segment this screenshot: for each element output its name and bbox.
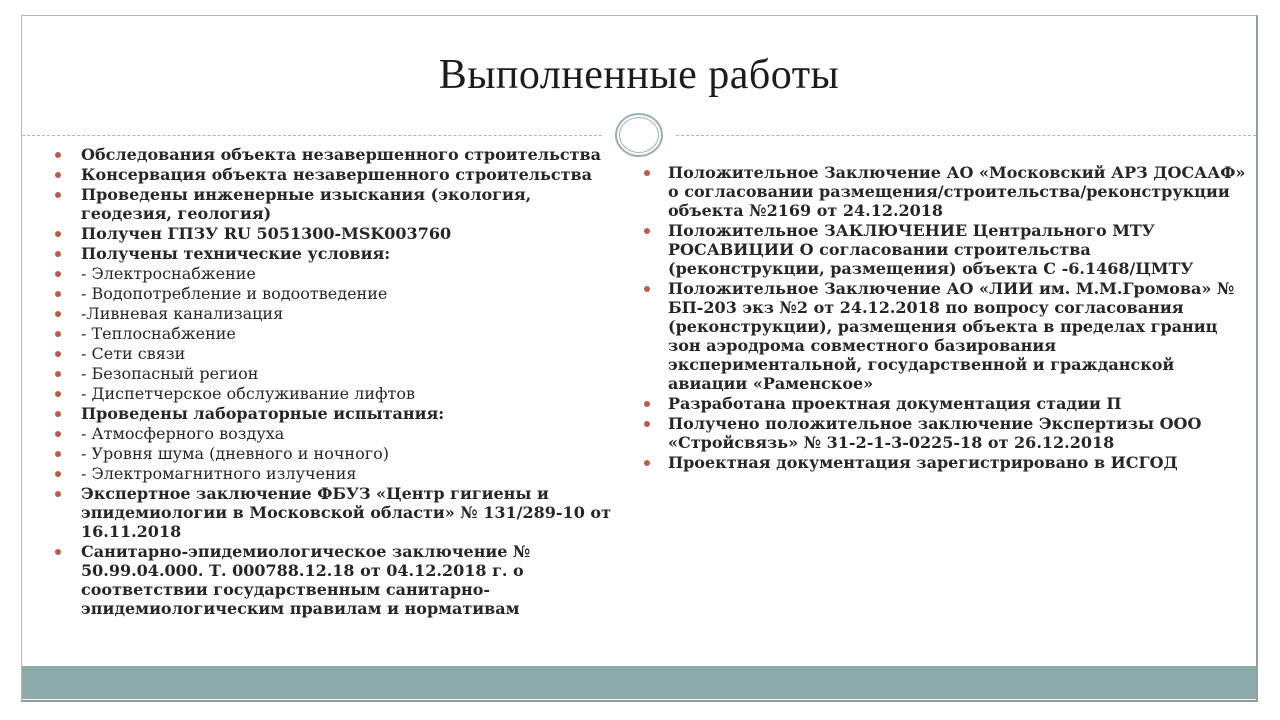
divider-dash-left [22,135,602,136]
bullet-icon [55,192,61,198]
list-item [55,542,627,618]
list-item [55,464,627,483]
list-item-text: - Уровня шума (дневного и ночного) [81,444,389,463]
list-item-text: Разработана проектная документация стадии П [668,394,1122,413]
list-item-text: Получено положительное заключение Экспертизы ООО «Стройсвязь» № 31-2-1-3-0225-18 от 26.12.2018 [668,414,1202,452]
right-column-list [644,163,1246,473]
bullet-icon [644,401,650,407]
bullet-icon [55,491,61,497]
list-item [55,224,627,243]
bullet-icon [55,471,61,477]
list-item [55,324,627,343]
list-item [55,145,627,164]
list-item-text: - Электроснабжение [81,264,256,283]
bullet-icon [55,371,61,377]
list-item [55,344,627,363]
left-column-list [55,145,627,619]
bullet-icon [55,172,61,178]
bullet-icon [55,152,61,158]
list-item [55,404,627,423]
bullet-icon [55,391,61,397]
bullet-icon [644,421,650,427]
list-item [644,394,1246,413]
list-item-text: Санитарно-эпидемиологическое заключение № 50.99.04.000. Т. 000788.12.18 от 04.12.2018 г. о соответствии государственным санитарно-эпидемиологическим правилам и нормативам [81,542,531,618]
list-item [55,364,627,383]
list-item-text: - Безопасный регион [81,364,259,383]
list-item [644,453,1246,472]
list-item-text: Проектная документация зарегистрировано в ИСГОД [668,453,1178,472]
bullet-icon [55,411,61,417]
bullet-icon [55,331,61,337]
list-item-text: -Ливневая канализация [81,304,284,323]
list-item [55,384,627,403]
list-item-text: - Атмосферного воздуха [81,424,285,443]
list-item [55,284,627,303]
bullet-icon [55,231,61,237]
bullet-icon [644,460,650,466]
list-item-text: Экспертное заключение ФБУЗ «Центр гигиены и эпидемиологии в Московской области» № 131/289-10 от 16.11.2018 [81,484,611,541]
list-item [644,221,1246,278]
list-item [644,163,1246,220]
bullet-icon [55,251,61,257]
footer-accent-bar [22,666,1256,699]
list-item [55,165,627,184]
list-item-text: Получен ГПЗУ RU 5051300-MSK003760 [81,224,452,243]
list-item [644,279,1246,393]
list-item [55,264,627,283]
list-item-text: Консервация объекта незавершенного строительства [81,165,593,184]
list-item-text: Получены технические условия: [81,244,391,263]
list-item [55,185,627,223]
list-item [644,414,1246,452]
bullet-icon [644,228,650,234]
list-item-text: Положительное ЗАКЛЮЧЕНИЕ Центрального МТУ РОСАВИЦИИ О согласовании строительства (реконструкции, размещения) объекта С -6.1468/ЦМТУ [668,221,1194,278]
list-item [55,444,627,463]
slide-title: Выполненные работы [438,52,840,98]
list-item [55,424,627,443]
slide-frame [21,15,1258,702]
bullet-icon [55,311,61,317]
list-item [55,304,627,323]
bullet-icon [55,549,61,555]
bullet-icon [55,351,61,357]
list-item [55,484,627,541]
list-item-text: Положительное Заключение АО «ЛИИ им. М.М.Громова» № БП-203 экз №2 от 24.12.2018 по вопросу согласования (реконструкции), размещения объекта в пределах границ зон аэродрома совместного базирования экспериментальной, государственной и гражданской авиации «Раменское» [668,279,1235,393]
bullet-icon [55,291,61,297]
bullet-icon [55,271,61,277]
list-item-text: - Диспетчерское обслуживание лифтов [81,384,416,403]
bullet-icon [644,170,650,176]
list-item-text: Проведены лабораторные испытания: [81,404,445,423]
list-item [55,244,627,263]
bullet-icon [55,431,61,437]
list-item-text: Проведены инженерные изыскания (экология, геодезия, геология) [81,185,532,223]
bullet-icon [644,286,650,292]
divider-dash-right [676,135,1256,136]
list-item-text: - Водопотребление и водоотведение [81,284,388,303]
list-item-text: - Теплоснабжение [81,324,236,343]
list-item-text: - Сети связи [81,344,186,363]
list-item-text: Положительное Заключение АО «Московский АРЗ ДОСААФ» о согласовании размещения/строительства/реконструкции объекта №2169 от 24.12.2018 [668,163,1246,220]
list-item-text: Обследования объекта незавершенного строительства [81,145,602,164]
list-item-text: - Электромагнитного излучения [81,464,357,483]
bullet-icon [55,451,61,457]
